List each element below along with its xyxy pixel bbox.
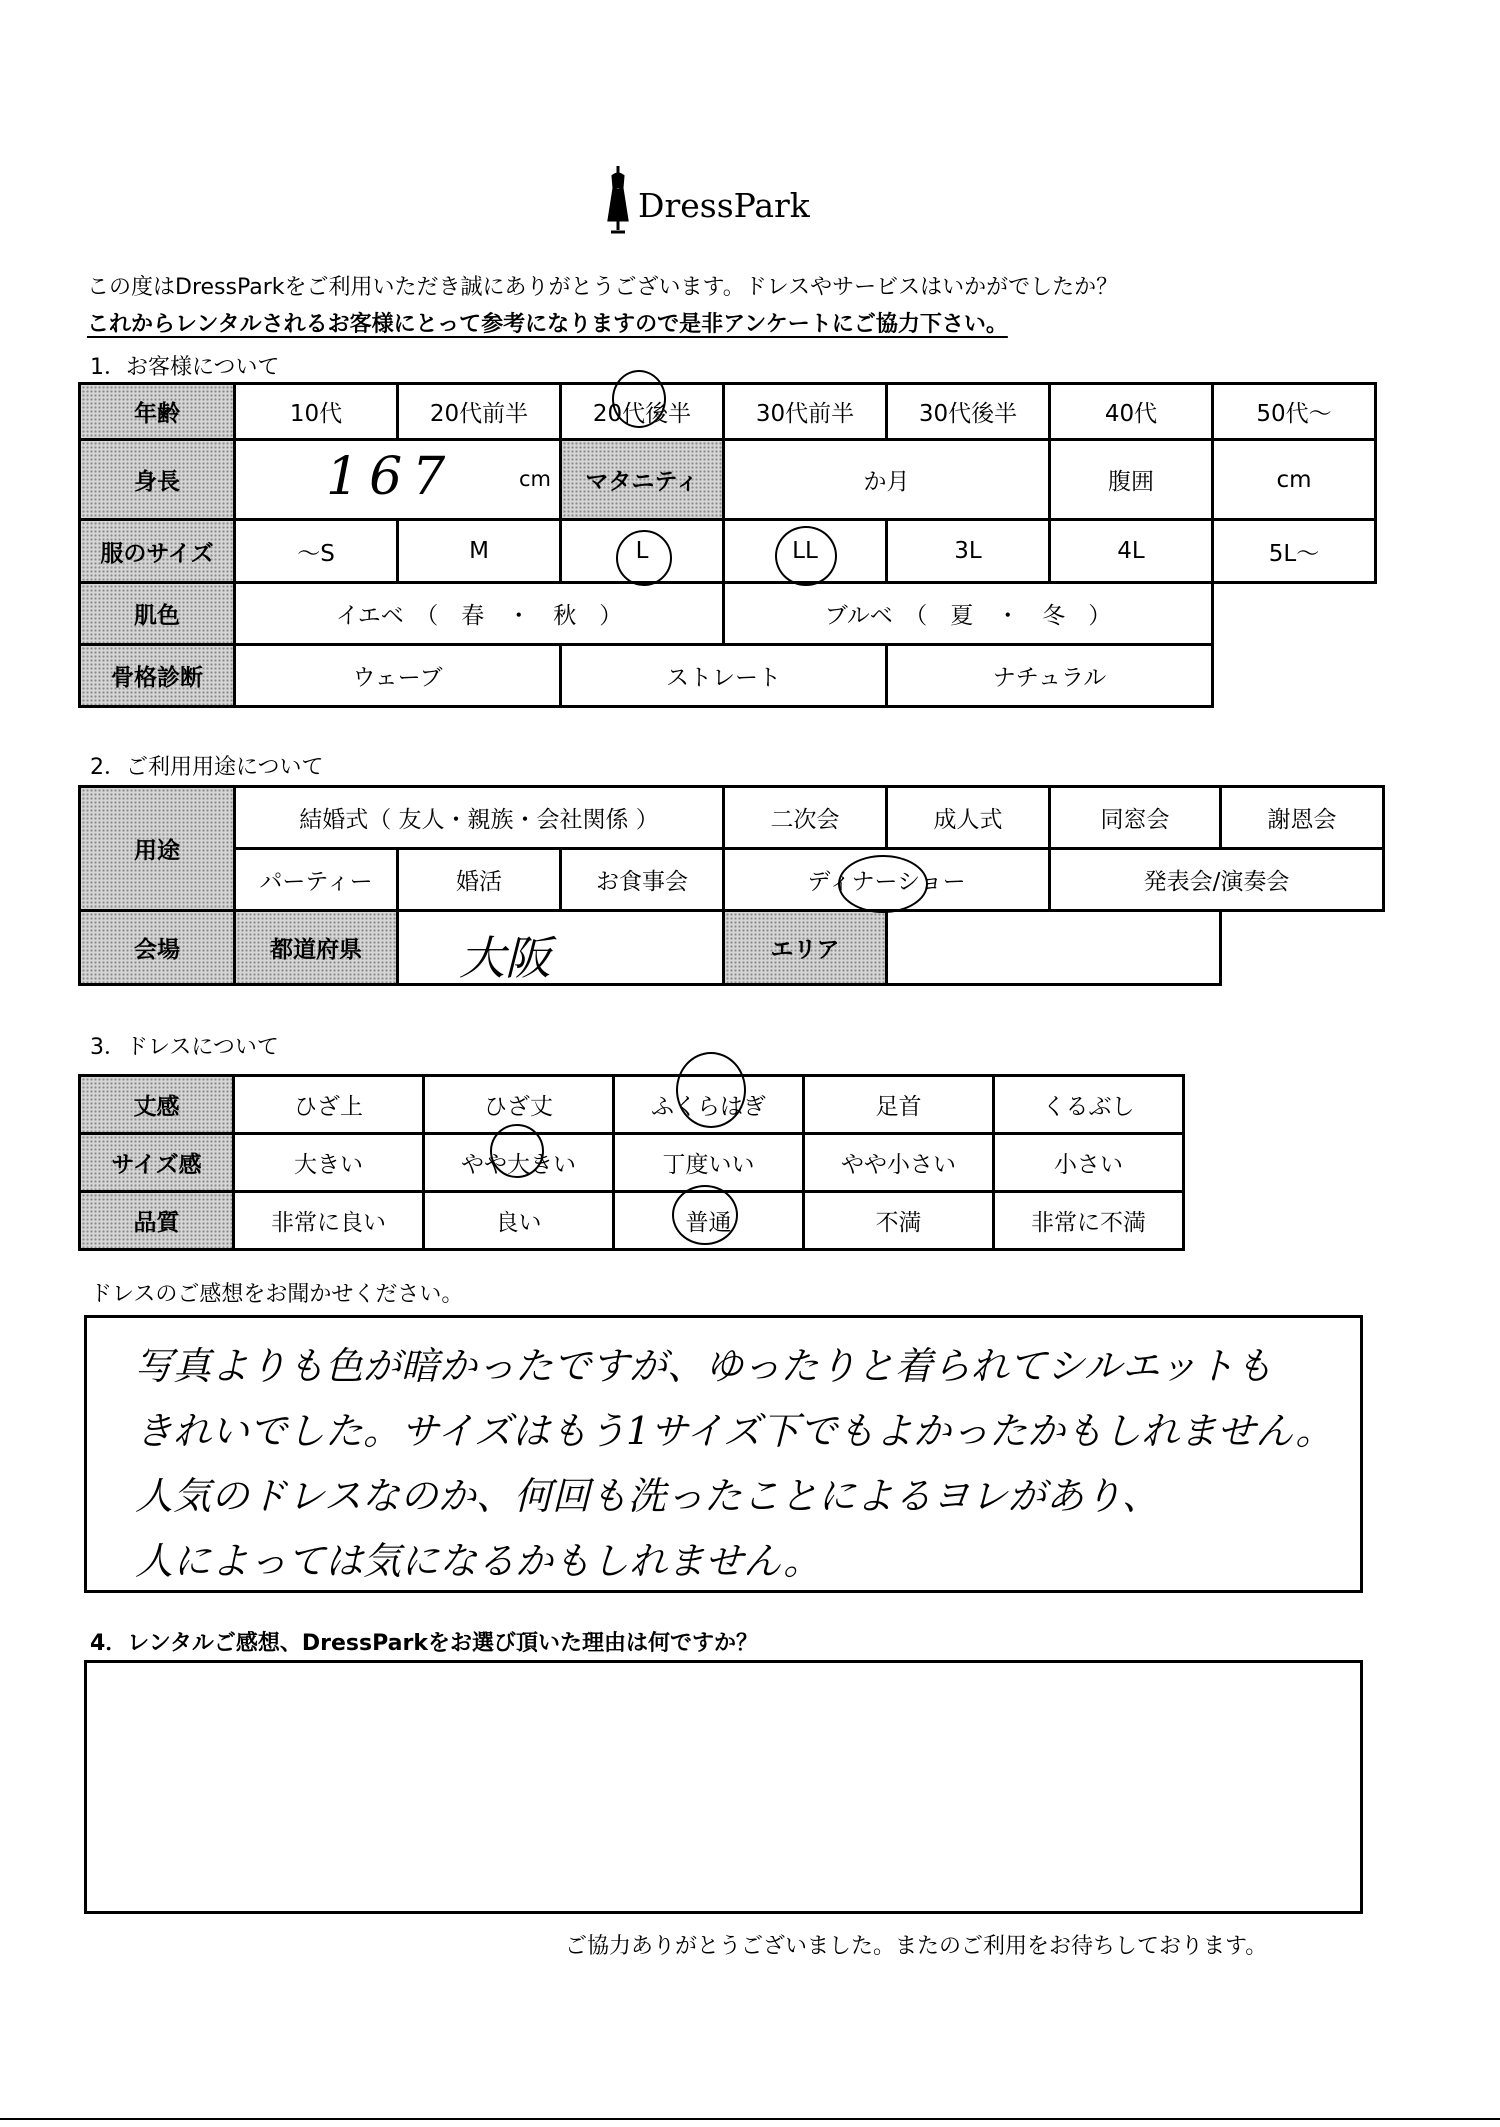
fit-option[interactable]: 丁度いい [614, 1134, 804, 1192]
quality-option[interactable]: 非常に不満 [994, 1192, 1184, 1250]
skin-blue-option[interactable]: ブルベ （ 夏 ・ 冬 ） [724, 583, 1213, 645]
age-option[interactable]: 30代前半 [724, 384, 887, 440]
use-option[interactable]: 同窓会 [1050, 787, 1221, 849]
section3-title: 3．ドレスについて [90, 1035, 279, 1060]
use-option[interactable]: 発表会/演奏会 [1050, 849, 1384, 911]
usage-table [78, 785, 1385, 986]
prefecture-field[interactable] [398, 911, 724, 985]
body-type-option[interactable]: ウェーブ [235, 645, 561, 707]
dress-form-icon [606, 164, 630, 236]
empty-cell [1213, 645, 1376, 707]
skin-yellow-option[interactable]: イエベ （ 春 ・ 秋 ） [235, 583, 724, 645]
empty-cell [1221, 911, 1384, 985]
use-option[interactable]: お食事会 [561, 849, 724, 911]
quality-option[interactable]: 良い [424, 1192, 614, 1250]
age-option[interactable]: 50代～ [1213, 384, 1376, 440]
age-option[interactable]: 40代 [1050, 384, 1213, 440]
length-option[interactable]: ひざ丈 [424, 1076, 614, 1134]
height-value: 167 [326, 447, 456, 507]
height-label: 身長 [80, 440, 235, 520]
impression-line: きれいでした。サイズはもう1サイズ下でもよかったかもしれません。 [135, 1409, 1334, 1453]
use-option[interactable]: 結婚式（ 友人・親族・会社関係 ） [235, 787, 724, 849]
use-option[interactable]: 二次会 [724, 787, 887, 849]
intro-text: この度はDressParkをご利用いただき誠にありがとうございます。ドレスやサービスはいかがでしたか？ [87, 275, 1119, 300]
selection-circle [838, 855, 928, 913]
prefecture-label: 都道府県 [235, 911, 398, 985]
size-label: 服のサイズ [80, 520, 235, 583]
empty-cell [1213, 583, 1376, 645]
prefecture-value: 大阪 [459, 931, 551, 985]
fit-option-selected[interactable]: やや大きい [424, 1134, 614, 1192]
length-option[interactable]: くるぶし [994, 1076, 1184, 1134]
size-option-selected[interactable]: L [561, 520, 724, 583]
section4-answer-box[interactable] [84, 1660, 1363, 1914]
size-option[interactable]: M [398, 520, 561, 583]
fit-option[interactable]: 小さい [994, 1134, 1184, 1192]
selection-circle [490, 1124, 544, 1178]
venue-label: 会場 [80, 911, 235, 985]
fit-option[interactable]: やや小さい [804, 1134, 994, 1192]
area-field[interactable] [887, 911, 1221, 985]
impression-line: 写真よりも色が暗かったですが、ゆったりと着られてシルエットも [135, 1344, 1273, 1388]
body-type-label: 骨格診断 [80, 645, 235, 707]
selection-circle [616, 530, 672, 586]
months-unit: か月 [863, 469, 910, 495]
selection-circle [676, 1052, 746, 1128]
impression-line: 人によっては気になるかもしれません。 [135, 1539, 822, 1583]
section2-title: 2．ご利用用途について [90, 755, 324, 780]
body-type-option[interactable]: ストレート [561, 645, 887, 707]
age-option[interactable]: 20代前半 [398, 384, 561, 440]
height-field[interactable] [235, 440, 561, 520]
intro-request: これからレンタルされるお客様にとって参考になりますので是非アンケートにご協力下さい。 [87, 312, 1008, 337]
footer-thanks: ご協力ありがとうございました。またのご利用をお待ちしております。 [565, 1934, 1268, 1959]
selection-circle [612, 370, 666, 428]
fit-option[interactable]: 大きい [234, 1134, 424, 1192]
height-unit: cm [518, 467, 551, 491]
body-type-option[interactable]: ナチュラル [887, 645, 1213, 707]
impression-prompt: ドレスのご感想をお聞かせください。 [90, 1282, 464, 1307]
quality-option[interactable]: 非常に良い [234, 1192, 424, 1250]
age-option[interactable]: 10代 [235, 384, 398, 440]
use-option[interactable]: パーティー [235, 849, 398, 911]
waist-label: 腹囲 [1050, 440, 1213, 520]
size-option[interactable]: ～S [235, 520, 398, 583]
quality-option[interactable]: 不満 [804, 1192, 994, 1250]
age-option-selected[interactable]: 20代後半 [561, 384, 724, 440]
length-label: 丈感 [80, 1076, 234, 1134]
size-option[interactable]: 4L [1050, 520, 1213, 583]
selection-circle [775, 526, 837, 586]
length-option[interactable]: ひざ上 [234, 1076, 424, 1134]
maternity-months-field[interactable] [724, 440, 1050, 520]
use-option[interactable]: 成人式 [887, 787, 1050, 849]
bottom-rule [0, 2118, 1500, 2120]
waist-unit[interactable]: cm [1213, 440, 1376, 520]
impression-line: 人気のドレスなのか、何回も洗ったことによるヨレがあり、 [135, 1474, 1160, 1518]
fit-label: サイズ感 [80, 1134, 234, 1192]
area-label: エリア [724, 911, 887, 985]
section4-title: 4．レンタルご感想、DressParkをお選び頂いた理由は何ですか？ [90, 1631, 758, 1656]
age-option[interactable]: 30代後半 [887, 384, 1050, 440]
logo-text: DressPark [638, 186, 810, 225]
use-option[interactable]: 婚活 [398, 849, 561, 911]
dress-table [78, 1074, 1185, 1251]
skin-label: 肌色 [80, 583, 235, 645]
quality-option-selected[interactable]: 普通 [614, 1192, 804, 1250]
use-label: 用途 [80, 787, 235, 911]
size-option-selected[interactable]: LL [724, 520, 887, 583]
length-option-selected[interactable]: ふくらはぎ [614, 1076, 804, 1134]
age-label: 年齢 [80, 384, 235, 440]
length-option[interactable]: 足首 [804, 1076, 994, 1134]
logo [598, 160, 838, 240]
use-option-selected[interactable]: ディナーショー [724, 849, 1050, 911]
section1-title: 1．お客様について [90, 355, 280, 380]
quality-label: 品質 [80, 1192, 234, 1250]
size-option[interactable]: 5L～ [1213, 520, 1376, 583]
maternity-label: マタニティ [561, 440, 724, 520]
use-option[interactable]: 謝恩会 [1221, 787, 1384, 849]
customer-table [78, 382, 1377, 708]
selection-circle [672, 1185, 738, 1245]
size-option[interactable]: 3L [887, 520, 1050, 583]
